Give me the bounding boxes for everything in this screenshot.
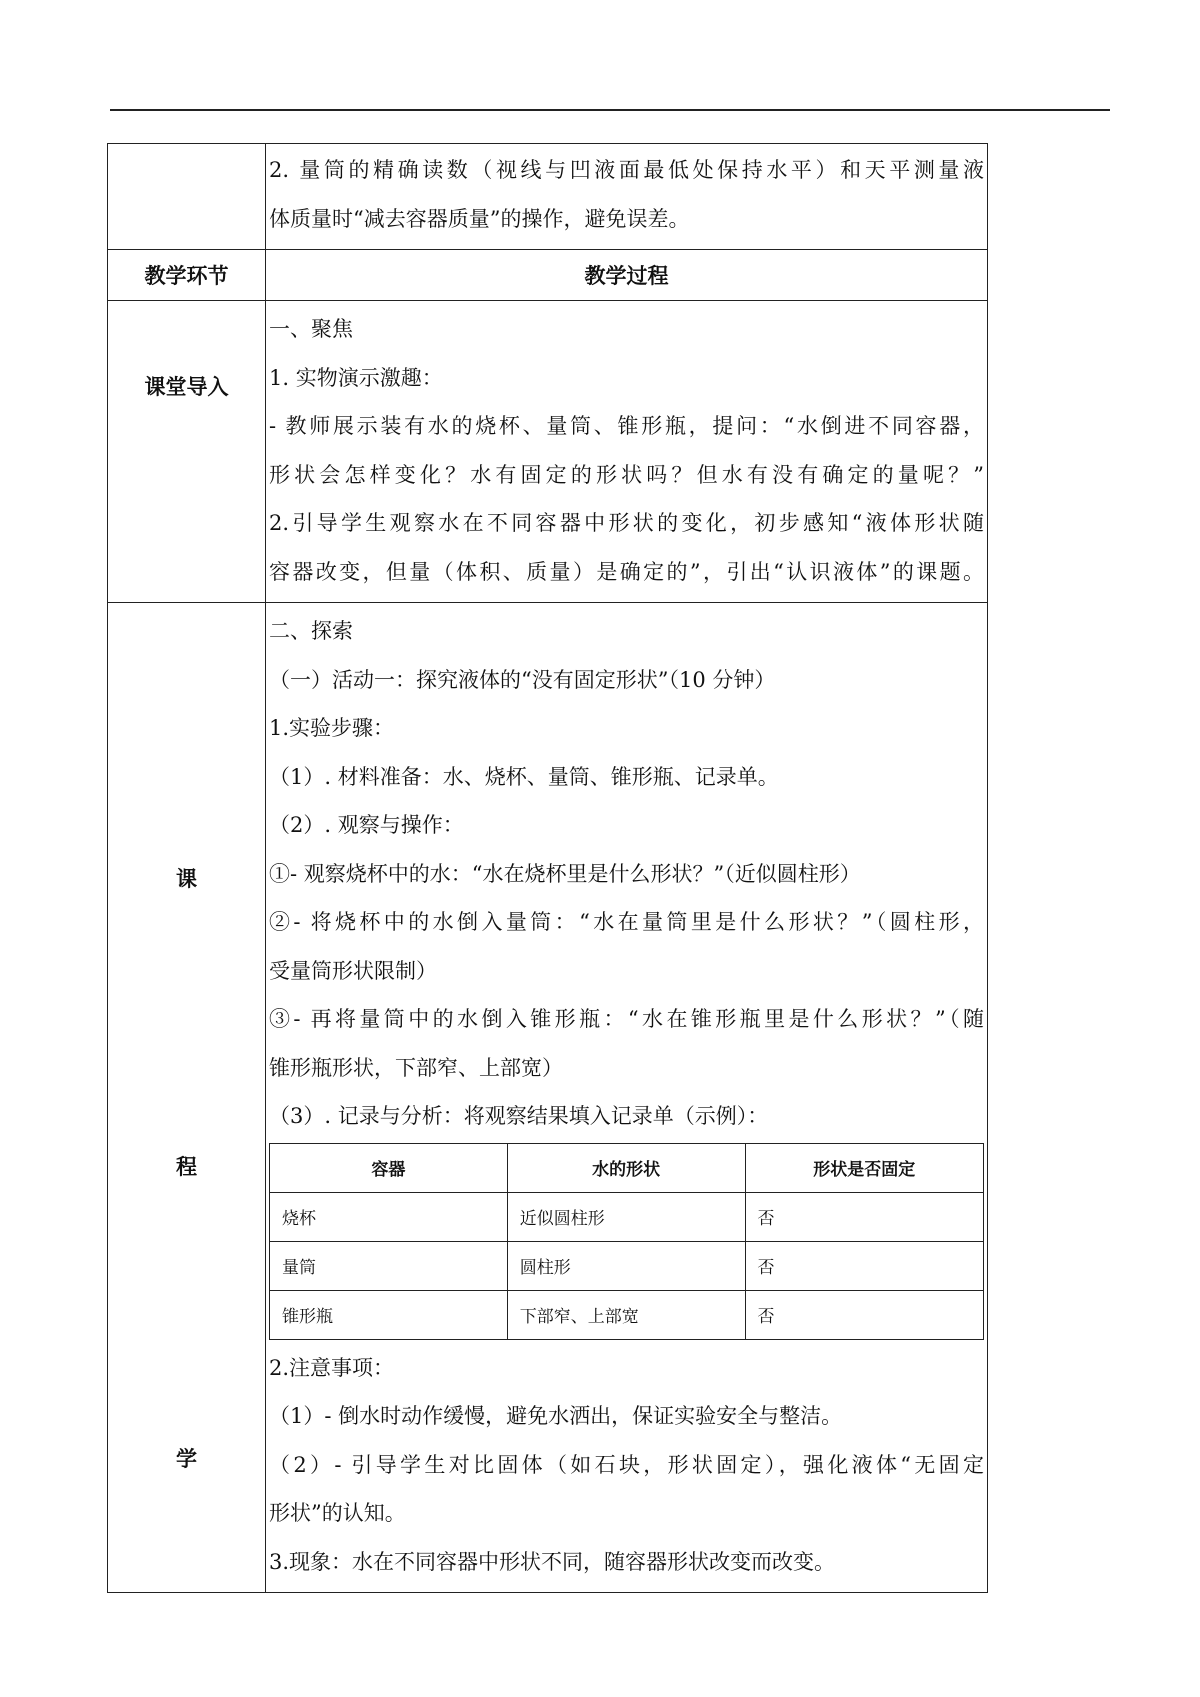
record-col-header: 形状是否固定 <box>745 1143 984 1192</box>
lesson-row <box>108 603 988 1593</box>
lesson-label-cell <box>108 603 266 1593</box>
record-cell: 烧杯 <box>270 1192 508 1241</box>
lesson-line: （2）- 引导学生对比固体（如石块，形状固定），强化液体“无固定 <box>269 1452 984 1477</box>
lesson-line: ③- 再将量筒中的水倒入锥形瓶：“水在锥形瓶里是什么形状？”（随 <box>269 1007 984 1031</box>
lesson-line: 二、探索 <box>269 619 353 643</box>
record-col-header: 容器 <box>270 1143 508 1192</box>
record-header-row <box>270 1143 984 1192</box>
import-line: 2.引导学生观察水在不同容器中形状的变化，初步感知“液体形状随 <box>269 511 984 535</box>
lesson-line: 2.注意事项： <box>269 1355 395 1380</box>
objectives-row <box>108 144 988 250</box>
import-row <box>108 301 988 603</box>
objective-line: 2. 量筒的精确读数（视线与凹液面最低处保持水平）和天平测量液 <box>269 158 984 182</box>
record-cell: 量筒 <box>270 1241 508 1290</box>
record-col-header: 水的形状 <box>507 1143 745 1192</box>
lesson-line: ①- 观察烧杯中的水：“水在烧杯里是什么形状？”（近似圆柱形） <box>269 861 861 886</box>
record-cell: 锥形瓶 <box>270 1290 508 1339</box>
lesson-label-char: 程 <box>176 1154 197 1179</box>
header-rule <box>110 109 1110 111</box>
import-line: 1. 实物演示激趣： <box>269 365 443 390</box>
record-row <box>270 1290 984 1339</box>
objective-line: 体质量时“减去容器质量”的操作，避免误差。 <box>269 206 690 231</box>
record-row <box>270 1192 984 1241</box>
record-cell: 否 <box>745 1192 984 1241</box>
lesson-line: （一）活动一：探究液体的“没有固定形状”（10 分钟） <box>269 667 776 692</box>
objectives-content <box>266 144 988 250</box>
stage-header: 教学环节 <box>108 250 266 301</box>
objectives-label-cell <box>108 144 266 250</box>
lesson-content <box>266 603 988 1593</box>
record-cell: 圆柱形 <box>507 1241 745 1290</box>
process-header: 教学过程 <box>266 250 988 301</box>
lesson-line: （1）- 倒水时动作缓慢，避免水洒出，保证实验安全与整洁。 <box>269 1404 843 1428</box>
lesson-line: （1）. 材料准备：水、烧杯、量筒、锥形瓶、记录单。 <box>269 764 779 789</box>
lesson-label-char: 学 <box>176 1446 197 1471</box>
import-content <box>266 301 988 603</box>
import-line: 形状会怎样变化？水有固定的形状吗？但水有没有确定的量呢？” <box>269 462 984 487</box>
lesson-label-char: 课 <box>176 866 197 891</box>
lesson-line: （3）. 记录与分析：将观察结果填入记录单（示例）： <box>269 1104 769 1128</box>
lesson-line: 1.实验步骤： <box>269 716 395 740</box>
import-line: 容器改变，但量（体积、质量）是确定的”，引出“认识液体”的课题。 <box>269 559 984 584</box>
lesson-line: 受量筒形状限制） <box>269 958 437 983</box>
import-label-text: 课堂导入 <box>144 374 229 399</box>
import-label <box>108 301 266 603</box>
lesson-line: 形状”的认知。 <box>269 1501 406 1525</box>
record-table <box>269 1143 984 1340</box>
lesson-line: 3.现象：水在不同容器中形状不同，随容器形状改变而改变。 <box>269 1549 836 1574</box>
record-cell: 下部窄、上部宽 <box>507 1290 745 1339</box>
import-line: 一、聚焦 <box>269 317 353 341</box>
record-cell: 近似圆柱形 <box>507 1192 745 1241</box>
record-cell: 否 <box>745 1290 984 1339</box>
lesson-line: 锥形瓶形状，下部窄、上部宽） <box>269 1055 563 1080</box>
lesson-plan-table <box>107 143 988 1593</box>
record-row <box>270 1241 984 1290</box>
record-cell: 否 <box>745 1241 984 1290</box>
header-row <box>108 250 988 301</box>
lesson-line: （2）. 观察与操作： <box>269 813 464 837</box>
import-line: - 教师展示装有水的烧杯、量筒、锥形瓶，提问：“水倒进不同容器， <box>269 414 984 438</box>
lesson-line: ②- 将烧杯中的水倒入量筒：“水在量筒里是什么形状？”（圆柱形， <box>269 910 984 934</box>
